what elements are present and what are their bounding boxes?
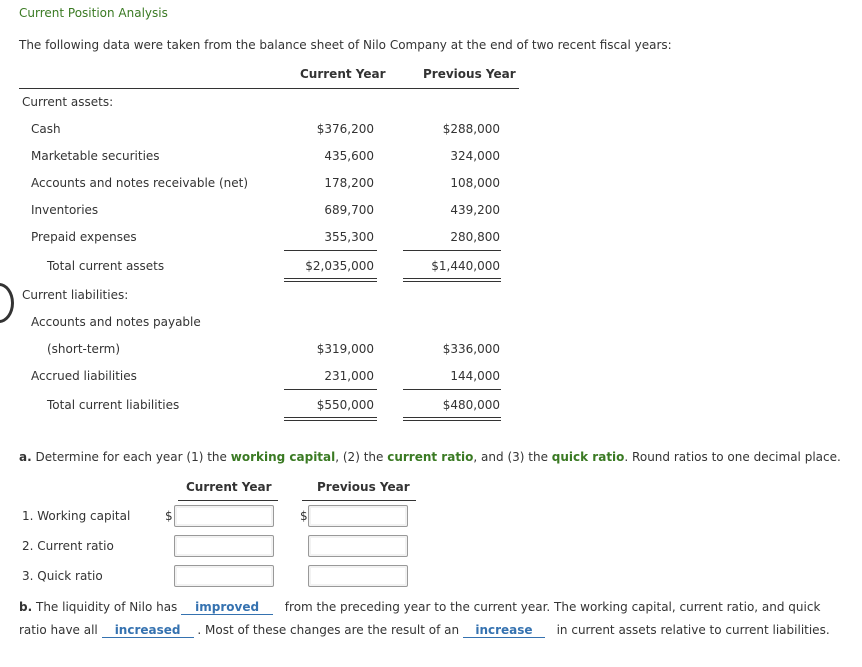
- asset-current-value: 178,200: [324, 176, 374, 190]
- total-assets-current: $2,035,000: [305, 259, 374, 273]
- current-ratio-link[interactable]: current ratio: [387, 450, 474, 464]
- asset-previous-value: 324,000: [450, 149, 500, 163]
- asset-current-value: $376,200: [316, 122, 374, 136]
- total-double-rule: [403, 278, 501, 282]
- answer-header-rule: [178, 500, 278, 501]
- row-label-current-ratio: 2. Current ratio: [22, 539, 114, 553]
- asset-current-value: 435,600: [324, 149, 374, 163]
- question-a-text: , and (3) the: [473, 450, 548, 464]
- total-double-rule: [284, 278, 377, 282]
- question-b-text: in current assets relative to current liabilities.: [556, 623, 830, 637]
- current-liabilities-heading: Current liabilities:: [22, 288, 129, 302]
- asset-previous-value: $288,000: [442, 122, 500, 136]
- question-a-text: , (2) the: [335, 450, 384, 464]
- asset-label: Inventories: [31, 203, 99, 217]
- intro-text: The following data were taken from the balance sheet of Nilo Company at the end of two recent fiscal years:: [19, 38, 672, 52]
- question-a-text: Determine for each year (1) the: [35, 450, 227, 464]
- asset-previous-value: 439,200: [450, 203, 500, 217]
- current-assets-heading: Current assets:: [22, 95, 114, 109]
- question-b-line1: [19, 600, 820, 615]
- subtotal-rule: [284, 250, 377, 251]
- ratios-answer-dropdown[interactable]: increased: [102, 623, 194, 638]
- dollar-sign: $: [300, 509, 308, 523]
- subtotal-rule: [403, 250, 501, 251]
- asset-current-value: 689,700: [324, 203, 374, 217]
- header-rule: [19, 88, 519, 89]
- answer-col-current: Current Year: [186, 480, 272, 494]
- total-double-rule: [403, 417, 501, 421]
- question-b-text: ratio have all: [19, 623, 98, 637]
- quick-ratio-previous-input[interactable]: [308, 565, 408, 587]
- payable-label: Accounts and notes payable: [31, 315, 201, 329]
- question-b-line2: [19, 623, 830, 638]
- asset-label: Cash: [31, 122, 61, 136]
- question-a-text: . Round ratios to one decimal place.: [624, 450, 841, 464]
- total-liabilities-current: $550,000: [316, 398, 374, 412]
- col-previous-year: Previous Year: [423, 67, 516, 81]
- page-title: Current Position Analysis: [19, 6, 168, 20]
- liquidity-answer-dropdown[interactable]: improved: [181, 600, 273, 615]
- accrued-previous: 144,000: [450, 369, 500, 383]
- answer-col-previous: Previous Year: [317, 480, 410, 494]
- question-b-text: . Most of these changes are the result of an: [197, 623, 460, 637]
- side-marker: [0, 283, 14, 323]
- total-double-rule: [284, 417, 377, 421]
- asset-previous-value: 280,800: [450, 230, 500, 244]
- working-capital-current-input[interactable]: [174, 505, 274, 527]
- asset-label: Accounts and notes receivable (net): [31, 176, 249, 190]
- question-b-prefix: b.: [19, 600, 33, 614]
- asset-label: Prepaid expenses: [31, 230, 137, 244]
- answer-header-rule: [302, 500, 416, 501]
- asset-label: Marketable securities: [31, 149, 160, 163]
- total-liabilities-previous: $480,000: [442, 398, 500, 412]
- total-assets-label: Total current assets: [47, 259, 165, 273]
- question-a-prefix: a.: [19, 450, 32, 464]
- working-capital-link[interactable]: working capital: [230, 450, 336, 464]
- working-capital-previous-input[interactable]: [308, 505, 408, 527]
- asset-current-value: 355,300: [324, 230, 374, 244]
- question-b-text: The liquidity of Nilo has: [35, 600, 178, 614]
- assets-change-answer-dropdown[interactable]: increase: [463, 623, 545, 638]
- total-liabilities-label: Total current liabilities: [47, 398, 180, 412]
- total-assets-previous: $1,440,000: [431, 259, 500, 273]
- payable-label-cont: (short-term): [47, 342, 121, 356]
- row-label-quick-ratio: 3. Quick ratio: [22, 569, 103, 583]
- subtotal-rule: [284, 389, 377, 390]
- accrued-label: Accrued liabilities: [31, 369, 137, 383]
- question-a: [19, 450, 841, 464]
- asset-previous-value: 108,000: [450, 176, 500, 190]
- accrued-current: 231,000: [324, 369, 374, 383]
- payable-previous: $336,000: [442, 342, 500, 356]
- subtotal-rule: [403, 389, 501, 390]
- payable-current: $319,000: [316, 342, 374, 356]
- current-ratio-previous-input[interactable]: [308, 535, 408, 557]
- row-label-working-capital: 1. Working capital: [22, 509, 131, 523]
- quick-ratio-current-input[interactable]: [174, 565, 274, 587]
- quick-ratio-link[interactable]: quick ratio: [551, 450, 625, 464]
- question-b-text: from the preceding year to the current year. The working capital, current ratio, and quick: [284, 600, 821, 614]
- dollar-sign: $: [165, 509, 173, 523]
- current-ratio-current-input[interactable]: [174, 535, 274, 557]
- col-current-year: Current Year: [300, 67, 386, 81]
